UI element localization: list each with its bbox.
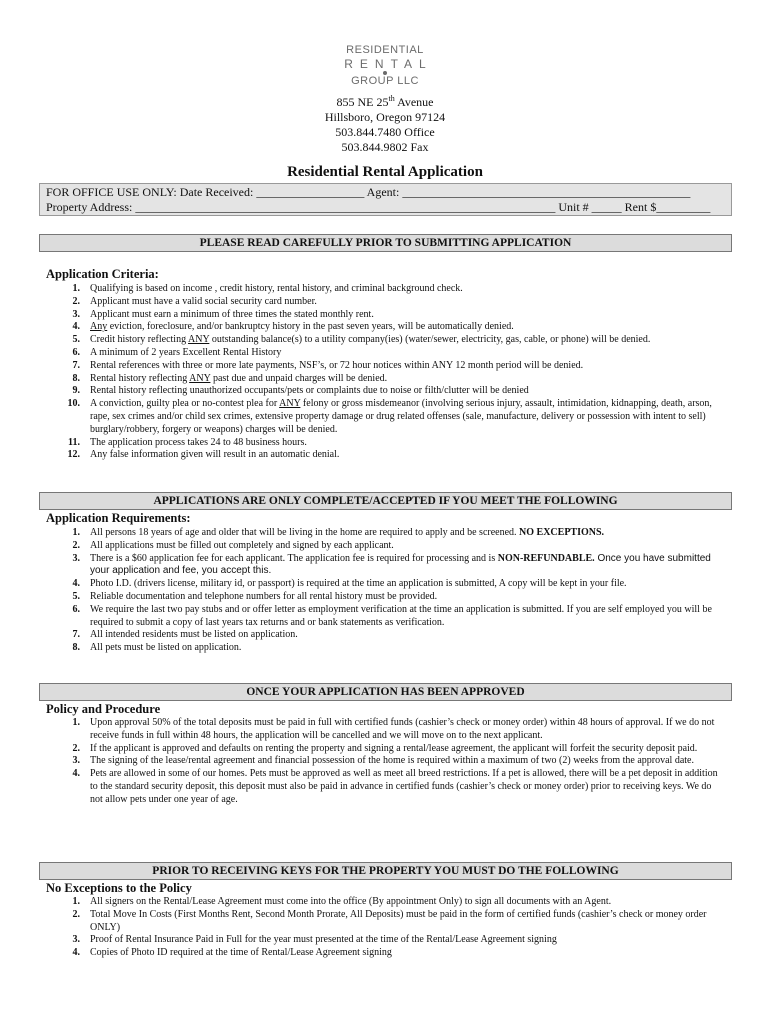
list-item-text: Reliable documentation and telephone numbers for all rental history must be provided. bbox=[90, 590, 438, 602]
address-office-phone: 503.844.7480 Office bbox=[335, 125, 435, 139]
list-item-number: 1. bbox=[72, 283, 80, 294]
list-item-number: 6. bbox=[72, 603, 80, 615]
list-item-number: 8. bbox=[72, 642, 80, 654]
criteria-list bbox=[46, 283, 726, 462]
list-item bbox=[46, 896, 726, 909]
list-item-number: 4. bbox=[72, 578, 80, 590]
list-item-number: 5. bbox=[72, 590, 80, 602]
list-item-number: 3. bbox=[72, 552, 80, 564]
policy-list bbox=[46, 717, 726, 807]
requirements-title: Application Requirements: bbox=[46, 511, 191, 525]
list-item-text: We require the last two pay stubs and or offer letter as employment verification at the time an application is submitted. If you are self employed you will be required to submit a copy of last years tax returns and or bank statements as verification. bbox=[90, 603, 712, 628]
office-use-box bbox=[39, 183, 732, 216]
list-item-text: All applications must be filled out completely and signed by each applicant. bbox=[90, 539, 394, 551]
list-item bbox=[46, 909, 726, 935]
list-item bbox=[46, 385, 726, 398]
list-item bbox=[46, 629, 726, 642]
list-item-text: Applicant must earn a minimum of three times the stated monthly rent. bbox=[90, 308, 374, 320]
list-item bbox=[46, 283, 726, 296]
list-item-number: 3. bbox=[72, 308, 80, 320]
list-item-underlined: ANY bbox=[279, 398, 301, 410]
keys-list bbox=[46, 896, 726, 960]
requirements-list bbox=[46, 527, 726, 655]
company-logo bbox=[0, 44, 770, 87]
once-approved-bar: ONCE YOUR APPLICATION HAS BEEN APPROVED bbox=[39, 683, 732, 701]
list-item-number: 3. bbox=[72, 934, 80, 946]
list-item-number: 5. bbox=[72, 334, 80, 346]
list-item-text: All signers on the Rental/Lease Agreement must come into the office (By appointment Only) to sign all documents with an Agent. bbox=[90, 896, 612, 907]
applications-complete-bar: APPLICATIONS ARE ONLY COMPLETE/ACCEPTED IF YOU MEET THE FOLLOWING bbox=[39, 492, 732, 510]
list-item bbox=[46, 743, 726, 756]
list-item-text: Photo I.D. (drivers license, military id, or passport) is required at the time an application is submitted, A copy will be kept in your file. bbox=[90, 578, 627, 590]
list-item-text: Credit history reflecting bbox=[90, 334, 189, 346]
street-suffix-sup: th bbox=[388, 94, 395, 103]
prior-keys-bar: PRIOR TO RECEIVING KEYS FOR THE PROPERTY YOU MUST DO THE FOLLOWING bbox=[39, 862, 732, 880]
policy-title: Policy and Procedure bbox=[46, 702, 161, 716]
office-use-line-1: FOR OFFICE USE ONLY: Date Received: __________________ Agent: ________________________________________________ bbox=[46, 185, 691, 199]
list-item-underlined: ANY bbox=[189, 372, 211, 384]
list-item-text: Total Move In Costs (First Months Rent, Second Month Prorate, All Deposits) must be paid in the form of certified funds (cashier’s check or money order ONLY) bbox=[90, 908, 707, 933]
list-item bbox=[46, 347, 726, 360]
street-number: 855 NE 25 bbox=[336, 95, 389, 109]
list-item-number: 4. bbox=[72, 321, 80, 333]
street-name: Avenue bbox=[394, 95, 434, 109]
criteria-title: Application Criteria: bbox=[46, 267, 159, 281]
page-title: Residential Rental Application bbox=[287, 164, 483, 180]
logo-line-2: RENTAL bbox=[344, 57, 433, 71]
list-item-text: All pets must be listed on application. bbox=[90, 642, 242, 654]
list-item-text: All persons 18 years of age and older that will be living in the home are required to apply and be screened. bbox=[90, 527, 520, 538]
list-item bbox=[46, 578, 726, 591]
list-item bbox=[46, 642, 726, 655]
list-item bbox=[46, 398, 726, 436]
list-item-number: 1. bbox=[72, 717, 80, 728]
address-fax: 503.844.9802 Fax bbox=[341, 140, 429, 154]
list-item-number: 2. bbox=[72, 908, 80, 920]
list-item-text: The signing of the lease/rental agreement and financial possession of the home is required within a maximum of two (2) weeks from the approval date. bbox=[90, 755, 694, 767]
keys-title: No Exceptions to the Policy bbox=[46, 881, 192, 895]
list-item-number: 11. bbox=[68, 436, 80, 448]
list-item-text: Applicant must have a valid social security card number. bbox=[90, 295, 317, 307]
list-item-bold: NON-REFUNDABLE. bbox=[497, 552, 595, 564]
list-item-number: 8. bbox=[72, 372, 80, 384]
company-address bbox=[0, 91, 770, 155]
list-item-text: A conviction, guilty plea or no-contest plea for bbox=[90, 398, 280, 410]
list-item-text: Rental references with three or more late payments, NSF’s, or 72 hour notices within ANY 12 month period will be denied. bbox=[90, 359, 584, 371]
list-item-text: If the applicant is approved and defaults on renting the property and signing a rental/lease agreement, the applicant will forfeit the security deposit paid. bbox=[90, 742, 698, 754]
list-item-text: Rental history reflecting unauthorized occupants/pets or complaints due to noise or filth/clutter will be denied bbox=[90, 385, 529, 397]
list-item-number: 7. bbox=[72, 629, 80, 641]
list-item bbox=[46, 947, 726, 960]
list-item-number: 4. bbox=[72, 768, 80, 780]
list-item-text: outstanding balance(s) to a utility company(ies) (water/sewer, electricity, gas, cable, or phone) will be denied. bbox=[209, 334, 651, 346]
list-item-number: 2. bbox=[72, 539, 80, 551]
list-item bbox=[46, 321, 726, 334]
list-item bbox=[46, 591, 726, 604]
list-item-number: 1. bbox=[72, 527, 80, 538]
list-item-number: 1. bbox=[72, 896, 80, 907]
list-item-text: Copies of Photo ID required at the time of Rental/Lease Agreement signing bbox=[90, 947, 392, 959]
list-item-text: The application process takes 24 to 48 business hours. bbox=[90, 436, 307, 448]
list-item bbox=[46, 334, 726, 347]
list-item bbox=[46, 717, 726, 743]
list-item-number: 7. bbox=[72, 359, 80, 371]
list-item-text: Rental history reflecting bbox=[90, 372, 190, 384]
list-item-text: A minimum of 2 years Excellent Rental History bbox=[90, 346, 282, 358]
list-item-text: past due and unpaid charges will be denied. bbox=[210, 372, 388, 384]
list-item bbox=[46, 437, 726, 450]
list-item-number: 12. bbox=[67, 449, 80, 461]
list-item-text: felony or gross misdemeanor (involving serious injury, assault, intimidation, kidnapping, death, arson, rape, sex crimes and/or child sex crimes, extensive property damage or drug related offenses (sale, manufacture, delivery or possession with intent to sell) burglary/robbery, forgery or weapons) charges will be denied. bbox=[90, 398, 712, 435]
list-item-number: 3. bbox=[72, 755, 80, 767]
list-item bbox=[46, 934, 726, 947]
list-item-number: 2. bbox=[72, 295, 80, 307]
list-item bbox=[46, 296, 726, 309]
list-item-note: Once you have submitted your application and fee, you accept this. bbox=[90, 552, 711, 577]
list-item bbox=[46, 360, 726, 373]
list-item-text: Upon approval 50% of the total deposits must be paid in full with certified funds (cashier’s check or money order) within 48 hours of approval. If we do not receive funds in full within 48 hours, the application will be cancelled and we will move on to the next applicant. bbox=[90, 717, 715, 741]
list-item bbox=[46, 755, 726, 768]
address-city: Hillsboro, Oregon 97124 bbox=[324, 110, 446, 124]
list-item-underlined: Any bbox=[90, 321, 108, 333]
list-item-text: Pets are allowed in some of our homes. Pets must be approved as well as meet all breed restrictions. If a pet is allowed, there will be a pet deposit in addition to the standard security deposit, this deposit must also be paid in advance in certified funds (cashier’s check or money order) prior to receiving keys. We do not allow pets under one year of age. bbox=[90, 768, 718, 805]
read-carefully-bar: PLEASE READ CAREFULLY PRIOR TO SUBMITTING APPLICATION bbox=[39, 234, 732, 252]
list-item bbox=[46, 309, 726, 322]
list-item-text: Any false information given will result in an automatic denial. bbox=[90, 449, 340, 461]
list-item-bold: NO EXCEPTIONS. bbox=[519, 527, 605, 538]
list-item-number: 4. bbox=[72, 947, 80, 959]
list-item bbox=[46, 373, 726, 386]
list-item bbox=[46, 604, 726, 630]
list-item bbox=[46, 527, 726, 540]
list-item-text: eviction, foreclosure, and/or bankruptcy history in the past seven years, will be automatically denied. bbox=[107, 321, 514, 333]
list-item-number: 9. bbox=[72, 385, 80, 397]
list-item-number: 2. bbox=[72, 742, 80, 754]
list-item-number: 6. bbox=[72, 346, 80, 358]
office-use-line-2: Property Address: ______________________________________________________________________ Unit # _____ Rent $_________ bbox=[46, 200, 711, 214]
logo-line-1: RESIDENTIAL bbox=[346, 44, 424, 56]
list-item-underlined: ANY bbox=[188, 334, 210, 346]
address-street bbox=[0, 91, 770, 110]
list-item bbox=[46, 768, 726, 806]
list-item-text: Qualifying is based on income , credit history, rental history, and criminal background check. bbox=[90, 283, 463, 294]
list-item-number: 10. bbox=[67, 398, 80, 410]
logo-line-3: GROUP LLC bbox=[351, 75, 419, 87]
list-item bbox=[46, 553, 726, 579]
list-item bbox=[46, 540, 726, 553]
list-item-text: All intended residents must be listed on application. bbox=[90, 629, 298, 641]
list-item bbox=[46, 449, 726, 462]
list-item-text: Proof of Rental Insurance Paid in Full for the year must presented at the time of the Rental/Lease Agreement signing bbox=[90, 934, 557, 946]
list-item-text: There is a $60 application fee for each applicant. The application fee is required for processing and is bbox=[90, 552, 498, 564]
